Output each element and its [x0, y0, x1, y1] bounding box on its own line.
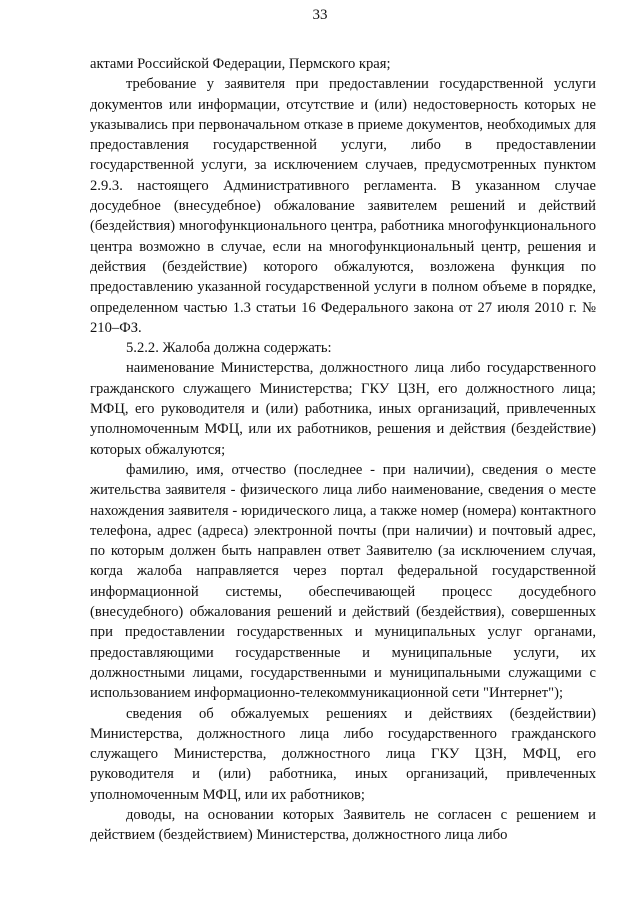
paragraph-name-of-ministry: наименование Министерства, должностного лица либо государственного гражданского служащего Министерства; ГКУ ЦЗН, его должностного лица; МФЦ, его руководителя и (или) работника, иных организаций, привлеченных уполномоченным МФЦ, или их работников, решения и действия (бездействие) которых обжалуются;	[90, 360, 596, 458]
page-number: 33	[312, 7, 328, 23]
paragraph-arguments: доводы, на основании которых Заявитель не согласен с решением и действием (бездействием) Министерства, должностного лица либо	[90, 806, 596, 844]
paragraph-appealed-decisions: сведения об обжалуемых решениях и действиях (бездействии) Министерства, должностного лица либо государственного гражданского служащего Министерства, должностного лица ГКУ ЦЗН, МФЦ, его руководителя и (или) работника, иных организаций, привлеченных уполномоченным МФЦ, или их работников;	[90, 705, 596, 803]
paragraph-section-5-2-2: 5.2.2. Жалоба должна содержать:	[126, 340, 332, 357]
paragraph-applicant-details: фамилию, имя, отчество (последнее - при наличии), сведения о месте жительства заявителя - физического лица либо наименование, сведения о месте нахождения заявителя - юридического лица, а также номер (номера) контактного телефона, адрес (адреса) электронной почты (при наличии) и почтовый адрес, по которым должен быть направлен ответ Заявителю (за исключением случая, когда жалоба направляется через портал федеральной государственной информационной системы, обеспечивающей процесс досудебного (внесудебного) обжалования решений и действий (бездействия), совершенных при предоставлении государственных и муниципальных услуг органами, предоставляющими государственные и муниципальные услуги, их должностными лицами, государственными и муниципальными служащими с использованием информационно-телекоммуникационной сети "Интернет");	[90, 461, 596, 702]
paragraph-requirement: требование у заявителя при предоставлении государственной услуги документов или информации, отсутствие и (или) недостоверность которых не указывались при первоначальном отказе в приеме документов, необходимых для предоставления государственной услуги, либо в предоставлении государственной услуги, за исключением случаев, предусмотренных пунктом 2.9.3. настоящего Административного регламента. В указанном случае досудебное (внесудебное) обжалование заявителем решений и действий (бездействия) многофункционального центра, работника многофункционального центра возможно в случае, если на многофункциональный центр, решения и действия (бездействие) которого обжалуются, возложена функция по предоставлению указанной государственной услуги в полном объеме в порядке, определенном частью 1.3 статьи 16 Федерального закона от 27 июля 2010 г. № 210–ФЗ.	[90, 76, 596, 336]
paragraph-continuation: актами Российской Федерации, Пермского края;	[90, 56, 391, 72]
document-body	[90, 54, 596, 846]
page-bottom-edge	[90, 892, 596, 893]
